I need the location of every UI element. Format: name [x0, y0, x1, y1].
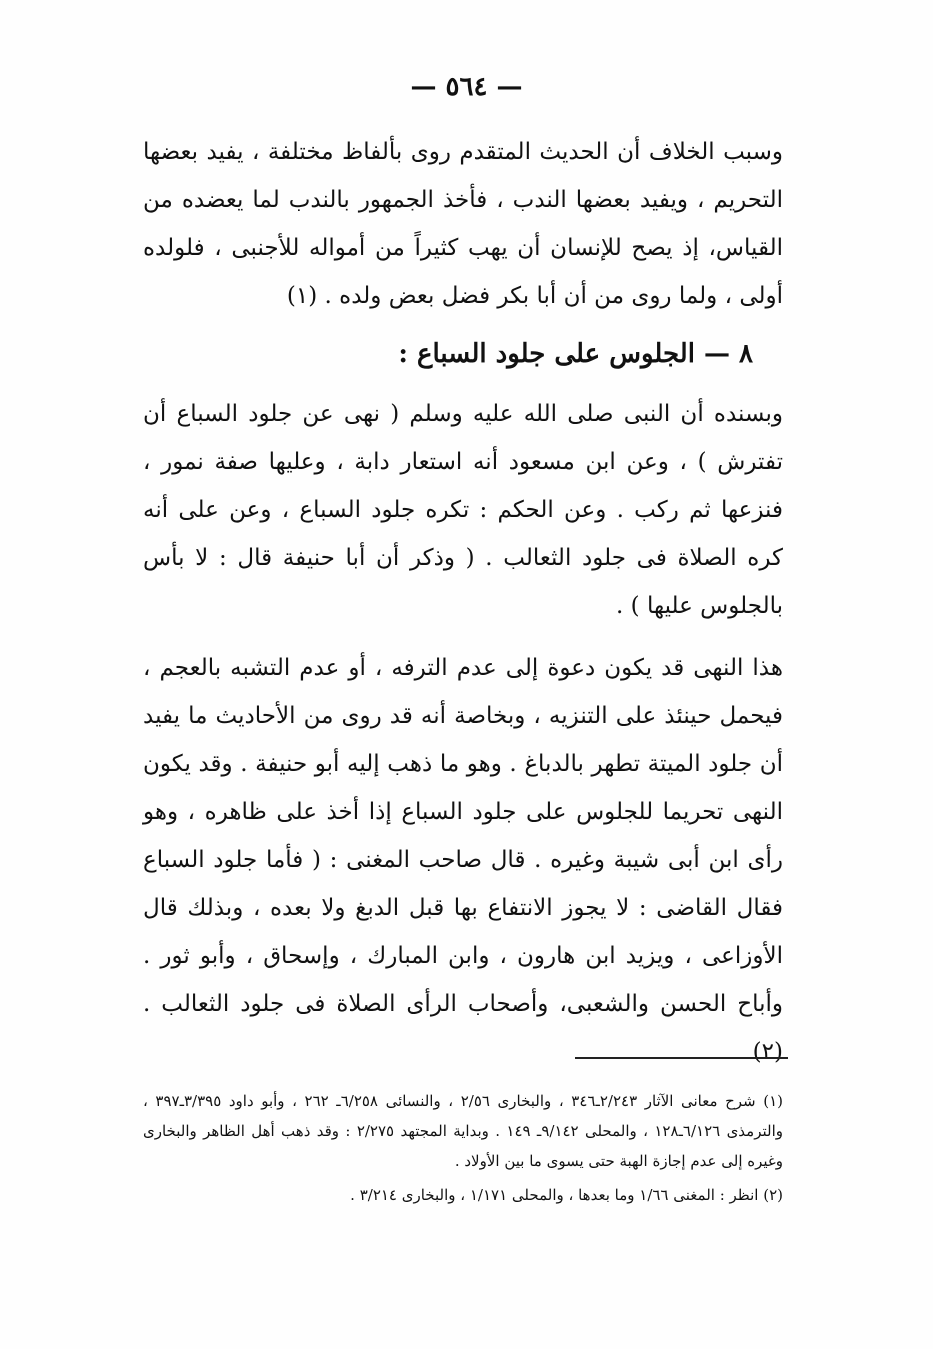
footnotes	[143, 1086, 783, 1210]
section-heading: ٨ — الجلوس على جلود السباع :	[398, 339, 753, 369]
paragraph-3: هذا النهى قد يكون دعوة إلى عدم الترفه ، أو عدم التشبه بالعجم ، فيحمل حينئذ على التنزيه ، وبخاصة أنه قد روى من الأحاديث ما يفيد أن جلود الميتة تطهر بالدباغ . وهو ما ذهب إليه أبو حنيفة . وقد يكون النهى تحريما للجلوس على جلود السباع إذا أخذ على ظاهره ، وهو رأى ابن أبى شيبة وغيره . قال صاحب المغنى : ( فأما جلود السباع فقال القاضى : لا يجوز الانتفاع بها قبل الدبغ ولا بعده ، وبذلك قال الأوزاعى ، ويزيد ابن هارون ، وابن المبارك ، وإسحاق ، وأبو ثور . وأباح الحسن والشعبى، وأصحاب الرأى الصلاة فى جلود الثعالب . (٢)	[143, 655, 783, 1065]
paragraph-2: وبسنده أن النبى صلى الله عليه وسلم ( نهى عن جلود السباع أن تفترش ) ، وعن ابن مسعود أنه استعار دابة ، وعليها صفة نمور ، فنزعها ثم ركب . وعن الحكم : تكره جلود السباع ، وعن على أنه كره الصلاة فى جلود الثعالب . ( وذكر أن أبا حنيفة قال : لا بأس بالجلوس عليها ) .	[143, 401, 783, 619]
paragraph-1: وسبب الخلاف أن الحديث المتقدم روى بألفاظ مختلفة ، يفيد بعضها التحريم ، ويفيد بعضها الندب ، فأخذ الجمهور بالندب لما يعضده من القياس، إذ يصح للإنسان أن يهب كثيراً من أمواله للأجنبى ، فلولده أولى ، ولما روى من أن أبا بكر فضل بعض ولده . (١)	[143, 139, 783, 309]
page-number: — ٥٦٤ —	[410, 72, 523, 102]
footnote-2: (٢) انظر : المغنى ١/٦٦ وما بعدها ، والمحلى ١/١٧١ ، والبخارى ٣/٢١٤ .	[350, 1186, 783, 1204]
footnote-1: (١) شرح معانى الآثار ٢/٢٤٣ـ٣٤٦ ، والبخارى ٢/٥٦ ، والنسائى ٦/٢٥٨ـ ٢٦٢ ، وأبو داود ٣/٣٩٥ـ٣٩٧ ، والترمذى ٦/١٢٦ـ١٢٨ ، والمحلى ٩/١٤٢ـ ١٤٩ . وبداية المجتهد ٢/٢٧٥ : وقد ذهب أهل الظاهر والبخارى وغيره إلى عدم إجازة الهبة حتى يسوى ما بين الأولاد .	[143, 1092, 783, 1170]
main-text	[143, 128, 783, 1076]
footnote-divider	[575, 1057, 788, 1059]
